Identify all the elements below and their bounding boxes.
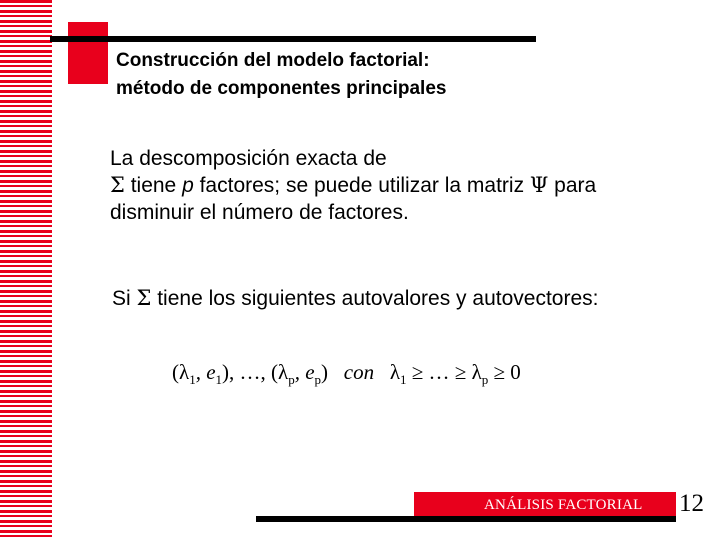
para1-p-variable: p [182,174,194,197]
para2-text-a: Si [112,287,137,310]
slide-title [116,47,446,103]
sigma-symbol: Σ [110,173,125,197]
formula-part: , e [294,360,315,384]
title-line-1: Construcción del modelo factorial: [116,50,430,71]
decorative-stripes [0,0,52,540]
footer-label: ANÁLISIS FACTORIAL [484,497,643,513]
formula-subscript: p [288,372,295,388]
formula-subscript: 1 [400,372,407,388]
formula-subscript: p [314,372,322,388]
bottom-rule [256,516,676,522]
title-line-2: método de componentes principales [116,78,447,99]
para1-text-b: factores; se puede utilizar la matriz [193,174,530,197]
para1-text-a: tiene [124,174,183,197]
formula-part: (λ [172,360,190,384]
formula-part: ≥ … ≥ λ [406,360,482,384]
para2-text-b: tiene los siguientes autovalores y autovectores: [151,287,599,310]
formula-subscript: 1 [189,372,196,388]
sigma-symbol: Σ [136,286,152,310]
paragraph-descomposicion [110,145,680,226]
para1-line3: disminuir el número de factores. [110,201,409,224]
para1-line1: La descomposición exacta de [110,147,387,170]
formula-part: , e [195,360,216,384]
eigen-formula [172,352,521,396]
formula-part: ≥ 0 [488,360,521,384]
formula-subscript: 1 [215,372,223,388]
formula-subscript: p [481,372,489,388]
formula-con: con [343,360,375,384]
formula-part: ) [321,360,329,384]
top-rule [50,36,536,42]
formula-part: ), …, (λ [222,360,289,384]
page-number: 12 [679,490,704,517]
formula-part: λ [389,360,401,384]
paragraph-autovalores [112,285,702,312]
psi-symbol: Ψ [529,173,549,197]
red-accent-block [68,22,108,84]
para1-text-c: para [548,174,597,197]
